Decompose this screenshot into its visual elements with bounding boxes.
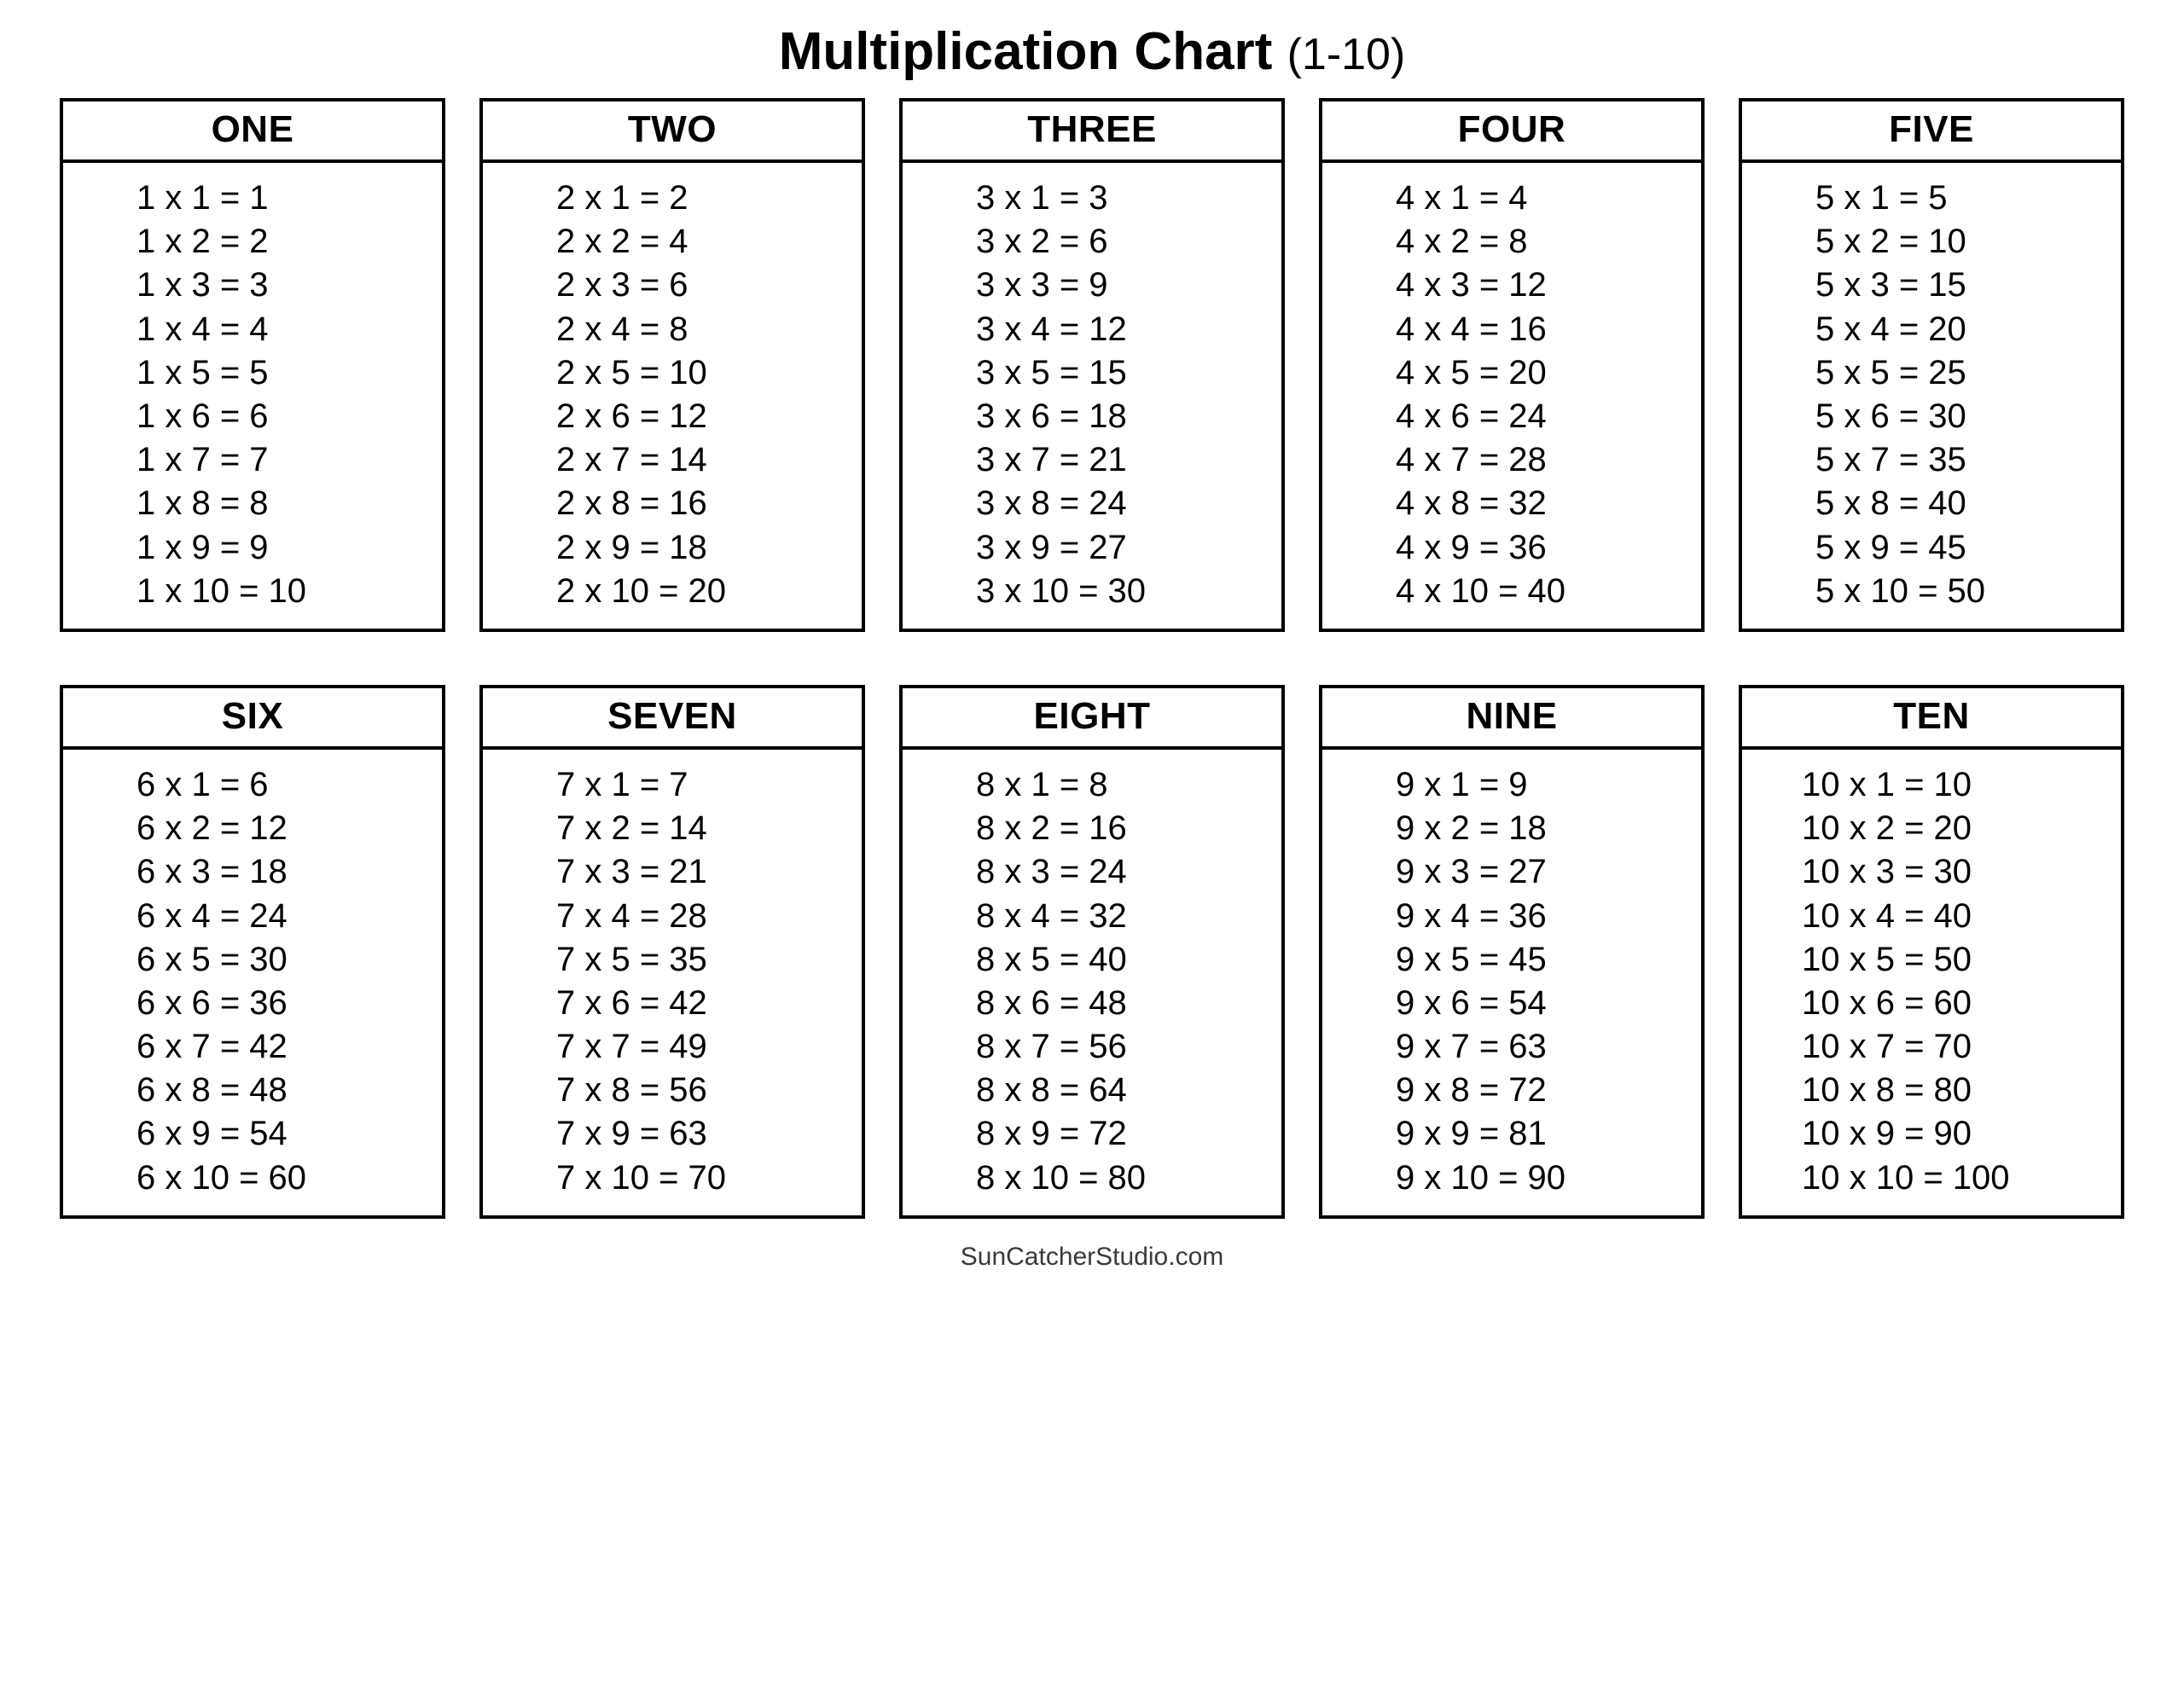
equation-row: 1 x 4 = 4 xyxy=(136,310,269,348)
table-card-nine xyxy=(1319,685,1705,1219)
equation-row: 7 x 8 = 56 xyxy=(556,1071,707,1110)
equation-row: 4 x 10 = 40 xyxy=(1396,571,1566,610)
equation-row: 3 x 4 = 12 xyxy=(976,310,1127,348)
equation-row: 6 x 6 = 36 xyxy=(136,983,288,1022)
equation-row: 6 x 3 = 18 xyxy=(136,853,288,891)
equation-row: 8 x 2 = 16 xyxy=(976,809,1127,848)
table-header: ONE xyxy=(63,101,442,163)
equation-row: 5 x 3 = 15 xyxy=(1815,266,1966,304)
table-header: THREE xyxy=(903,101,1281,163)
table-body xyxy=(1322,163,1701,629)
equation-row: 6 x 10 = 60 xyxy=(136,1158,307,1197)
equation-row: 8 x 1 = 8 xyxy=(976,765,1108,803)
table-header: SEVEN xyxy=(483,688,862,750)
equation-row: 1 x 7 = 7 xyxy=(136,441,269,479)
equation-row: 9 x 1 = 9 xyxy=(1396,765,1528,803)
equation-row: 6 x 8 = 48 xyxy=(136,1071,288,1110)
equation-row: 3 x 2 = 6 xyxy=(976,223,1108,261)
equation-row: 8 x 6 = 48 xyxy=(976,983,1127,1022)
equation-row: 7 x 1 = 7 xyxy=(556,765,688,803)
equation-row: 2 x 3 = 6 xyxy=(556,266,688,304)
equation-row: 5 x 9 = 45 xyxy=(1815,528,1966,566)
equation-row: 10 x 2 = 20 xyxy=(1802,809,1972,848)
equation-row: 7 x 10 = 70 xyxy=(556,1158,727,1197)
equation-row: 7 x 4 = 28 xyxy=(556,896,707,935)
equation-row: 9 x 5 = 45 xyxy=(1396,940,1547,978)
equation-row: 5 x 4 = 20 xyxy=(1815,310,1966,348)
equation-row: 10 x 1 = 10 xyxy=(1802,765,1972,803)
equation-row: 2 x 7 = 14 xyxy=(556,441,707,479)
equation-row: 10 x 3 = 30 xyxy=(1802,853,1972,891)
equation-row: 3 x 3 = 9 xyxy=(976,266,1108,304)
equation-row: 10 x 9 = 90 xyxy=(1802,1115,1972,1153)
equation-row: 4 x 1 = 4 xyxy=(1396,179,1528,217)
equation-row: 8 x 4 = 32 xyxy=(976,896,1127,935)
equation-row: 4 x 7 = 28 xyxy=(1396,441,1547,479)
equation-row: 4 x 3 = 12 xyxy=(1396,266,1547,304)
equation-row: 2 x 10 = 20 xyxy=(556,571,727,610)
table-card-one xyxy=(60,98,445,632)
equation-row: 9 x 3 = 27 xyxy=(1396,853,1547,891)
equation-row: 3 x 7 = 21 xyxy=(976,441,1127,479)
equation-row: 10 x 6 = 60 xyxy=(1802,983,1972,1022)
equation-row: 1 x 2 = 2 xyxy=(136,223,269,261)
page-title-range: (1-10) xyxy=(1287,30,1406,79)
equation-row: 3 x 10 = 30 xyxy=(976,571,1147,610)
equation-row: 5 x 10 = 50 xyxy=(1815,571,1986,610)
equation-row: 8 x 10 = 80 xyxy=(976,1158,1147,1197)
equation-row: 8 x 3 = 24 xyxy=(976,853,1127,891)
equation-row: 3 x 6 = 18 xyxy=(976,397,1127,436)
equation-row: 10 x 7 = 70 xyxy=(1802,1028,1972,1066)
equation-row: 4 x 8 = 32 xyxy=(1396,484,1547,523)
equation-row: 10 x 8 = 80 xyxy=(1802,1071,1972,1110)
equation-row: 10 x 4 = 40 xyxy=(1802,896,1972,935)
equation-row: 9 x 8 = 72 xyxy=(1396,1071,1547,1110)
table-body xyxy=(63,750,442,1215)
table-card-three xyxy=(899,98,1285,632)
chart-row-top xyxy=(60,98,2124,632)
equation-row: 6 x 9 = 54 xyxy=(136,1115,288,1153)
equation-row: 7 x 5 = 35 xyxy=(556,940,707,978)
equation-row: 3 x 8 = 24 xyxy=(976,484,1127,523)
equation-row: 6 x 1 = 6 xyxy=(136,765,269,803)
table-body xyxy=(63,163,442,629)
page-title xyxy=(60,24,2124,79)
table-body xyxy=(1322,750,1701,1215)
equation-row: 9 x 2 = 18 xyxy=(1396,809,1547,848)
equation-row: 6 x 4 = 24 xyxy=(136,896,288,935)
equation-row: 1 x 9 = 9 xyxy=(136,528,269,566)
chart-row-bottom xyxy=(60,685,2124,1219)
table-body xyxy=(903,750,1281,1215)
equation-row: 2 x 9 = 18 xyxy=(556,528,707,566)
equation-row: 2 x 8 = 16 xyxy=(556,484,707,523)
table-header: EIGHT xyxy=(903,688,1281,750)
equation-row: 7 x 9 = 63 xyxy=(556,1115,707,1153)
equation-row: 3 x 1 = 3 xyxy=(976,179,1108,217)
equation-row: 3 x 5 = 15 xyxy=(976,353,1127,391)
table-card-four xyxy=(1319,98,1705,632)
table-header: TWO xyxy=(483,101,862,163)
equation-row: 10 x 10 = 100 xyxy=(1802,1158,2010,1197)
equation-row: 4 x 5 = 20 xyxy=(1396,353,1547,391)
equation-row: 1 x 8 = 8 xyxy=(136,484,269,523)
table-header: FIVE xyxy=(1742,101,2121,163)
site-credit: SunCatcherStudio.com xyxy=(960,1242,1224,1271)
equation-row: 2 x 1 = 2 xyxy=(556,179,688,217)
table-card-five xyxy=(1739,98,2124,632)
table-card-ten xyxy=(1739,685,2124,1219)
equation-row: 2 x 6 = 12 xyxy=(556,397,707,436)
equation-row: 6 x 2 = 12 xyxy=(136,809,288,848)
table-card-seven xyxy=(479,685,865,1219)
equation-row: 5 x 7 = 35 xyxy=(1815,441,1966,479)
equation-row: 1 x 10 = 10 xyxy=(136,571,307,610)
equation-row: 7 x 2 = 14 xyxy=(556,809,707,848)
table-header: NINE xyxy=(1322,688,1701,750)
table-header: FOUR xyxy=(1322,101,1701,163)
equation-row: 7 x 3 = 21 xyxy=(556,853,707,891)
equation-row: 1 x 5 = 5 xyxy=(136,353,269,391)
equation-row: 8 x 8 = 64 xyxy=(976,1071,1127,1110)
equation-row: 4 x 9 = 36 xyxy=(1396,528,1547,566)
equation-row: 4 x 4 = 16 xyxy=(1396,310,1547,348)
table-card-six xyxy=(60,685,445,1219)
equation-row: 3 x 9 = 27 xyxy=(976,528,1127,566)
table-card-eight xyxy=(899,685,1285,1219)
table-body xyxy=(483,750,862,1215)
equation-row: 9 x 10 = 90 xyxy=(1396,1158,1566,1197)
equation-row: 1 x 6 = 6 xyxy=(136,397,269,436)
table-body xyxy=(483,163,862,629)
table-body xyxy=(1742,163,2121,629)
equation-row: 5 x 6 = 30 xyxy=(1815,397,1966,436)
table-header: TEN xyxy=(1742,688,2121,750)
equation-row: 4 x 6 = 24 xyxy=(1396,397,1547,436)
equation-row: 8 x 7 = 56 xyxy=(976,1028,1127,1066)
table-body xyxy=(903,163,1281,629)
equation-row: 2 x 2 = 4 xyxy=(556,223,688,261)
equation-row: 9 x 6 = 54 xyxy=(1396,983,1547,1022)
equation-row: 7 x 7 = 49 xyxy=(556,1028,707,1066)
equation-row: 5 x 1 = 5 xyxy=(1815,179,1948,217)
equation-row: 5 x 8 = 40 xyxy=(1815,484,1966,523)
equation-row: 5 x 5 = 25 xyxy=(1815,353,1966,391)
equation-row: 10 x 5 = 50 xyxy=(1802,940,1972,978)
equation-row: 7 x 6 = 42 xyxy=(556,983,707,1022)
equation-row: 5 x 2 = 10 xyxy=(1815,223,1966,261)
page-title-main: Multiplication Chart xyxy=(778,22,1273,81)
equation-row: 4 x 2 = 8 xyxy=(1396,223,1528,261)
equation-row: 6 x 5 = 30 xyxy=(136,940,288,978)
equation-row: 1 x 1 = 1 xyxy=(136,179,269,217)
table-header: SIX xyxy=(63,688,442,750)
equation-row: 1 x 3 = 3 xyxy=(136,266,269,304)
equation-row: 2 x 5 = 10 xyxy=(556,353,707,391)
equation-row: 9 x 9 = 81 xyxy=(1396,1115,1547,1153)
table-body xyxy=(1742,750,2121,1215)
equation-row: 8 x 9 = 72 xyxy=(976,1115,1127,1153)
equation-row: 2 x 4 = 8 xyxy=(556,310,688,348)
equation-row: 6 x 7 = 42 xyxy=(136,1028,288,1066)
table-card-two xyxy=(479,98,865,632)
equation-row: 9 x 7 = 63 xyxy=(1396,1028,1547,1066)
equation-row: 9 x 4 = 36 xyxy=(1396,896,1547,935)
equation-row: 8 x 5 = 40 xyxy=(976,940,1127,978)
